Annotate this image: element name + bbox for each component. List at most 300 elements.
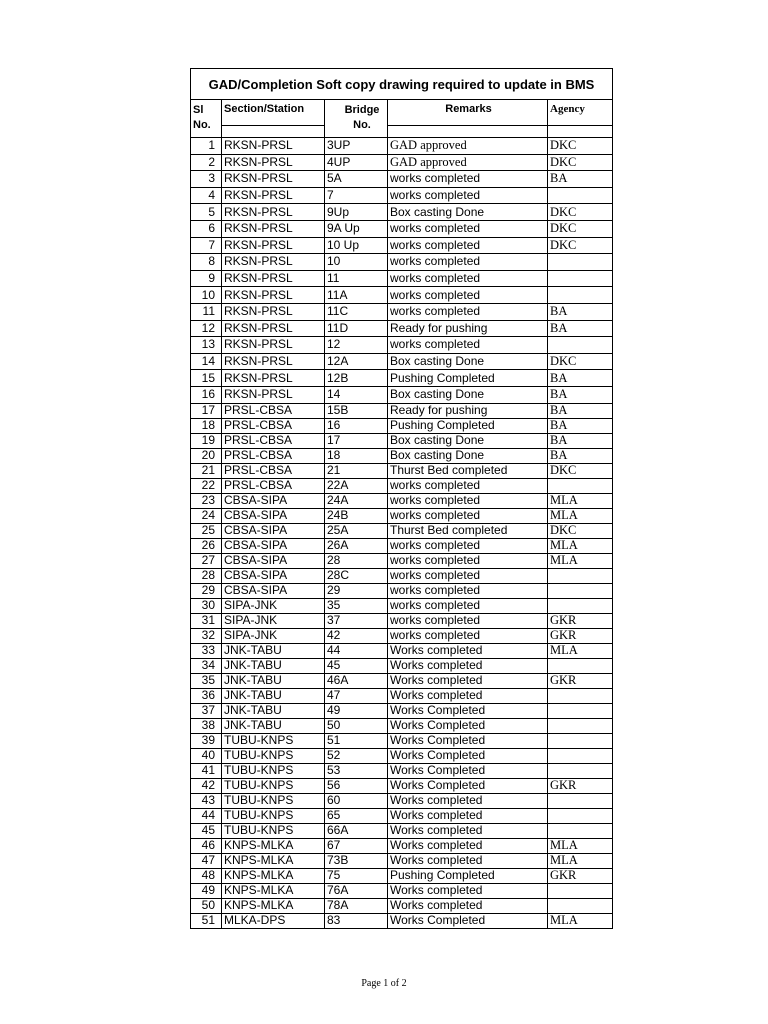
- row-bridge: 12A: [325, 353, 388, 370]
- row-agency: DKC: [548, 204, 613, 221]
- row-agency: GKR: [548, 613, 613, 628]
- table-row: [191, 733, 613, 748]
- row-remarks: works completed: [388, 598, 548, 613]
- row-section: CBSA-SIPA: [222, 523, 325, 538]
- row-bridge: 24B: [325, 508, 388, 523]
- row-section: RKSN-PRSL: [222, 187, 325, 204]
- row-agency: BA: [548, 403, 613, 418]
- row-bridge: 14: [325, 386, 388, 403]
- table-row: [191, 303, 613, 320]
- table-row: [191, 386, 613, 403]
- row-bridge: 75: [325, 868, 388, 883]
- table-row: [191, 778, 613, 793]
- row-section: RKSN-PRSL: [222, 386, 325, 403]
- row-remarks: Box casting Done: [388, 448, 548, 463]
- row-sl: 30: [191, 598, 222, 613]
- row-agency: MLA: [548, 538, 613, 553]
- row-section: CBSA-SIPA: [222, 583, 325, 598]
- row-agency: DKC: [548, 523, 613, 538]
- row-bridge: 9A Up: [325, 220, 388, 237]
- row-agency: [548, 658, 613, 673]
- row-sl: 41: [191, 763, 222, 778]
- row-section: TUBU-KNPS: [222, 823, 325, 838]
- row-agency: [548, 763, 613, 778]
- row-section: CBSA-SIPA: [222, 553, 325, 568]
- row-agency: [548, 583, 613, 598]
- row-sl: 50: [191, 898, 222, 913]
- table-row: [191, 508, 613, 523]
- row-remarks: Works completed: [388, 838, 548, 853]
- row-sl: 4: [191, 187, 222, 204]
- row-sl: 23: [191, 493, 222, 508]
- table-row: [191, 403, 613, 418]
- table-row: [191, 448, 613, 463]
- row-bridge: 16: [325, 418, 388, 433]
- row-sl: 28: [191, 568, 222, 583]
- row-bridge: 83: [325, 913, 388, 928]
- row-agency: MLA: [548, 508, 613, 523]
- table-row: [191, 353, 613, 370]
- table-row: [191, 433, 613, 448]
- table-row: [191, 838, 613, 853]
- row-bridge: 50: [325, 718, 388, 733]
- row-bridge: 35: [325, 598, 388, 613]
- row-remarks: works completed: [388, 493, 548, 508]
- row-agency: [548, 703, 613, 718]
- row-section: JNK-TABU: [222, 658, 325, 673]
- row-remarks: works completed: [388, 583, 548, 598]
- row-section: RKSN-PRSL: [222, 353, 325, 370]
- row-agency: BA: [548, 448, 613, 463]
- row-agency: DKC: [548, 220, 613, 237]
- row-section: PRSL-CBSA: [222, 448, 325, 463]
- row-sl: 8: [191, 254, 222, 271]
- row-bridge: 11C: [325, 303, 388, 320]
- header-remarks: Remarks: [388, 100, 548, 126]
- row-bridge: 3UP: [325, 138, 388, 155]
- row-agency: [548, 718, 613, 733]
- row-sl: 1: [191, 138, 222, 155]
- row-section: CBSA-SIPA: [222, 493, 325, 508]
- row-sl: 32: [191, 628, 222, 643]
- row-sl: 19: [191, 433, 222, 448]
- row-sl: 5: [191, 204, 222, 221]
- table-row: [191, 718, 613, 733]
- row-remarks: works completed: [388, 478, 548, 493]
- row-agency: GKR: [548, 778, 613, 793]
- row-agency: BA: [548, 303, 613, 320]
- table-row: [191, 853, 613, 868]
- row-sl: 31: [191, 613, 222, 628]
- row-bridge: 28: [325, 553, 388, 568]
- row-bridge: 25A: [325, 523, 388, 538]
- row-agency: [548, 598, 613, 613]
- row-remarks: Works completed: [388, 643, 548, 658]
- row-section: SIPA-JNK: [222, 613, 325, 628]
- row-sl: 21: [191, 463, 222, 478]
- table-row: [191, 523, 613, 538]
- table-row: [191, 154, 613, 171]
- row-bridge: 4UP: [325, 154, 388, 171]
- row-sl: 16: [191, 386, 222, 403]
- row-section: RKSN-PRSL: [222, 287, 325, 304]
- row-agency: MLA: [548, 643, 613, 658]
- row-section: PRSL-CBSA: [222, 403, 325, 418]
- row-sl: 46: [191, 838, 222, 853]
- row-remarks: works completed: [388, 337, 548, 354]
- row-remarks: works completed: [388, 613, 548, 628]
- row-sl: 33: [191, 643, 222, 658]
- table-row: [191, 287, 613, 304]
- row-remarks: Pushing Completed: [388, 418, 548, 433]
- row-remarks: Works completed: [388, 793, 548, 808]
- row-section: TUBU-KNPS: [222, 733, 325, 748]
- row-agency: BA: [548, 433, 613, 448]
- row-bridge: 45: [325, 658, 388, 673]
- row-sl: 51: [191, 913, 222, 928]
- row-agency: [548, 187, 613, 204]
- row-sl: 35: [191, 673, 222, 688]
- row-bridge: 10: [325, 254, 388, 271]
- row-bridge: 42: [325, 628, 388, 643]
- row-sl: 9: [191, 270, 222, 287]
- row-section: TUBU-KNPS: [222, 748, 325, 763]
- row-remarks: Pushing Completed: [388, 868, 548, 883]
- row-bridge: 52: [325, 748, 388, 763]
- table-row: [191, 237, 613, 254]
- table-row: [191, 793, 613, 808]
- row-agency: GKR: [548, 628, 613, 643]
- row-agency: MLA: [548, 913, 613, 928]
- row-bridge: 21: [325, 463, 388, 478]
- row-remarks: Ready for pushing: [388, 403, 548, 418]
- row-agency: GKR: [548, 673, 613, 688]
- row-sl: 18: [191, 418, 222, 433]
- row-sl: 22: [191, 478, 222, 493]
- row-section: PRSL-CBSA: [222, 463, 325, 478]
- row-section: RKSN-PRSL: [222, 337, 325, 354]
- row-sl: 24: [191, 508, 222, 523]
- table-title: GAD/Completion Soft copy drawing required to update in BMS: [191, 69, 613, 100]
- row-remarks: works completed: [388, 508, 548, 523]
- row-bridge: 78A: [325, 898, 388, 913]
- table-row: [191, 553, 613, 568]
- row-sl: 34: [191, 658, 222, 673]
- row-bridge: 11D: [325, 320, 388, 337]
- header-sl: Sl No.: [191, 100, 222, 138]
- row-bridge: 17: [325, 433, 388, 448]
- row-bridge: 73B: [325, 853, 388, 868]
- row-agency: DKC: [548, 138, 613, 155]
- header-spacer: [388, 126, 548, 138]
- row-remarks: works completed: [388, 553, 548, 568]
- table-row: [191, 320, 613, 337]
- row-sl: 13: [191, 337, 222, 354]
- row-sl: 2: [191, 154, 222, 171]
- row-bridge: 12B: [325, 370, 388, 387]
- row-sl: 44: [191, 808, 222, 823]
- row-remarks: Works completed: [388, 898, 548, 913]
- row-sl: 12: [191, 320, 222, 337]
- row-agency: [548, 568, 613, 583]
- row-sl: 45: [191, 823, 222, 838]
- table-row: [191, 823, 613, 838]
- row-sl: 48: [191, 868, 222, 883]
- table-row: [191, 808, 613, 823]
- row-bridge: 66A: [325, 823, 388, 838]
- row-remarks: works completed: [388, 270, 548, 287]
- row-section: SIPA-JNK: [222, 628, 325, 643]
- header-bridge: Bridge No.: [325, 100, 388, 138]
- row-agency: BA: [548, 418, 613, 433]
- row-bridge: 67: [325, 838, 388, 853]
- row-remarks: GAD approved: [388, 138, 548, 155]
- row-section: TUBU-KNPS: [222, 793, 325, 808]
- row-bridge: 37: [325, 613, 388, 628]
- row-remarks: works completed: [388, 220, 548, 237]
- header-section: Section/Station: [222, 100, 325, 126]
- row-section: PRSL-CBSA: [222, 433, 325, 448]
- row-agency: [548, 793, 613, 808]
- row-remarks: Works Completed: [388, 718, 548, 733]
- row-remarks: Works Completed: [388, 733, 548, 748]
- row-section: CBSA-SIPA: [222, 538, 325, 553]
- row-sl: 39: [191, 733, 222, 748]
- table-row: [191, 628, 613, 643]
- row-agency: [548, 883, 613, 898]
- row-sl: 14: [191, 353, 222, 370]
- row-agency: DKC: [548, 463, 613, 478]
- row-sl: 15: [191, 370, 222, 387]
- row-agency: MLA: [548, 838, 613, 853]
- table-row: [191, 254, 613, 271]
- row-remarks: GAD approved: [388, 154, 548, 171]
- row-agency: MLA: [548, 493, 613, 508]
- row-section: PRSL-CBSA: [222, 418, 325, 433]
- row-sl: 40: [191, 748, 222, 763]
- row-sl: 29: [191, 583, 222, 598]
- row-section: RKSN-PRSL: [222, 320, 325, 337]
- row-bridge: 60: [325, 793, 388, 808]
- row-sl: 43: [191, 793, 222, 808]
- row-agency: [548, 478, 613, 493]
- row-remarks: Ready for pushing: [388, 320, 548, 337]
- row-remarks: works completed: [388, 171, 548, 188]
- table-row: [191, 658, 613, 673]
- table-row: [191, 538, 613, 553]
- row-bridge: 7: [325, 187, 388, 204]
- row-section: JNK-TABU: [222, 703, 325, 718]
- row-section: CBSA-SIPA: [222, 568, 325, 583]
- row-agency: BA: [548, 386, 613, 403]
- row-agency: DKC: [548, 353, 613, 370]
- row-sl: 47: [191, 853, 222, 868]
- row-bridge: 76A: [325, 883, 388, 898]
- row-sl: 20: [191, 448, 222, 463]
- row-bridge: 53: [325, 763, 388, 778]
- row-bridge: 65: [325, 808, 388, 823]
- row-section: PRSL-CBSA: [222, 478, 325, 493]
- row-section: KNPS-MLKA: [222, 883, 325, 898]
- table-row: [191, 688, 613, 703]
- row-remarks: Box casting Done: [388, 433, 548, 448]
- table-row: [191, 493, 613, 508]
- row-agency: GKR: [548, 868, 613, 883]
- row-remarks: Works Completed: [388, 703, 548, 718]
- table-row: [191, 171, 613, 188]
- row-section: TUBU-KNPS: [222, 763, 325, 778]
- row-remarks: Thurst Bed completed: [388, 523, 548, 538]
- row-sl: 26: [191, 538, 222, 553]
- row-agency: [548, 733, 613, 748]
- row-sl: 49: [191, 883, 222, 898]
- table-row: [191, 418, 613, 433]
- row-section: RKSN-PRSL: [222, 303, 325, 320]
- row-sl: 42: [191, 778, 222, 793]
- row-agency: [548, 823, 613, 838]
- row-bridge: 47: [325, 688, 388, 703]
- row-section: RKSN-PRSL: [222, 204, 325, 221]
- row-agency: [548, 808, 613, 823]
- row-remarks: Box casting Done: [388, 353, 548, 370]
- table-row: [191, 478, 613, 493]
- table-row: [191, 883, 613, 898]
- row-bridge: 26A: [325, 538, 388, 553]
- row-section: RKSN-PRSL: [222, 220, 325, 237]
- row-sl: 36: [191, 688, 222, 703]
- row-section: JNK-TABU: [222, 673, 325, 688]
- row-remarks: Works Completed: [388, 748, 548, 763]
- row-remarks: works completed: [388, 568, 548, 583]
- row-section: KNPS-MLKA: [222, 853, 325, 868]
- row-remarks: Works Completed: [388, 778, 548, 793]
- row-section: RKSN-PRSL: [222, 237, 325, 254]
- table-row: [191, 337, 613, 354]
- row-section: JNK-TABU: [222, 688, 325, 703]
- row-agency: DKC: [548, 237, 613, 254]
- row-section: KNPS-MLKA: [222, 868, 325, 883]
- row-remarks: Works completed: [388, 823, 548, 838]
- row-section: RKSN-PRSL: [222, 270, 325, 287]
- row-agency: DKC: [548, 154, 613, 171]
- table-row: [191, 138, 613, 155]
- row-remarks: works completed: [388, 187, 548, 204]
- table-row: [191, 913, 613, 928]
- table-row: [191, 898, 613, 913]
- row-remarks: Works completed: [388, 853, 548, 868]
- row-bridge: 56: [325, 778, 388, 793]
- row-section: KNPS-MLKA: [222, 898, 325, 913]
- row-bridge: 11: [325, 270, 388, 287]
- row-remarks: works completed: [388, 628, 548, 643]
- row-remarks: Works Completed: [388, 763, 548, 778]
- row-section: RKSN-PRSL: [222, 370, 325, 387]
- row-agency: MLA: [548, 853, 613, 868]
- row-remarks: works completed: [388, 254, 548, 271]
- row-bridge: 44: [325, 643, 388, 658]
- row-remarks: Works completed: [388, 658, 548, 673]
- header-spacer: [548, 126, 613, 138]
- row-sl: 38: [191, 718, 222, 733]
- row-remarks: Works completed: [388, 673, 548, 688]
- row-remarks: works completed: [388, 287, 548, 304]
- table-row: [191, 204, 613, 221]
- row-remarks: Thurst Bed completed: [388, 463, 548, 478]
- page-footer: Page 1 of 2: [361, 978, 407, 989]
- row-agency: [548, 898, 613, 913]
- row-section: MLKA-DPS: [222, 913, 325, 928]
- row-remarks: Works completed: [388, 883, 548, 898]
- row-agency: [548, 748, 613, 763]
- row-remarks: Works Completed: [388, 913, 548, 928]
- row-sl: 11: [191, 303, 222, 320]
- row-bridge: 12: [325, 337, 388, 354]
- row-section: JNK-TABU: [222, 643, 325, 658]
- row-remarks: Works completed: [388, 808, 548, 823]
- table-row: [191, 748, 613, 763]
- row-remarks: Works completed: [388, 688, 548, 703]
- bridge-table: [190, 68, 613, 929]
- row-section: KNPS-MLKA: [222, 838, 325, 853]
- row-sl: 27: [191, 553, 222, 568]
- row-section: RKSN-PRSL: [222, 171, 325, 188]
- row-sl: 37: [191, 703, 222, 718]
- row-sl: 25: [191, 523, 222, 538]
- table-row: [191, 568, 613, 583]
- table-row: [191, 583, 613, 598]
- table-row: [191, 463, 613, 478]
- row-agency: MLA: [548, 553, 613, 568]
- row-section: RKSN-PRSL: [222, 138, 325, 155]
- row-bridge: 10 Up: [325, 237, 388, 254]
- row-agency: [548, 254, 613, 271]
- row-agency: [548, 688, 613, 703]
- row-remarks: Box casting Done: [388, 386, 548, 403]
- row-section: TUBU-KNPS: [222, 808, 325, 823]
- row-remarks: works completed: [388, 303, 548, 320]
- row-agency: BA: [548, 320, 613, 337]
- table-row: [191, 187, 613, 204]
- row-section: JNK-TABU: [222, 718, 325, 733]
- row-agency: [548, 270, 613, 287]
- row-agency: BA: [548, 370, 613, 387]
- table-row: [191, 643, 613, 658]
- row-bridge: 24A: [325, 493, 388, 508]
- row-bridge: 5A: [325, 171, 388, 188]
- table-row: [191, 703, 613, 718]
- row-remarks: Pushing Completed: [388, 370, 548, 387]
- row-section: RKSN-PRSL: [222, 154, 325, 171]
- table-row: [191, 270, 613, 287]
- row-sl: 3: [191, 171, 222, 188]
- table-row: [191, 370, 613, 387]
- row-bridge: 28C: [325, 568, 388, 583]
- row-remarks: works completed: [388, 237, 548, 254]
- table-row: [191, 598, 613, 613]
- row-bridge: 18: [325, 448, 388, 463]
- row-remarks: works completed: [388, 538, 548, 553]
- row-bridge: 29: [325, 583, 388, 598]
- row-sl: 7: [191, 237, 222, 254]
- row-agency: [548, 287, 613, 304]
- row-section: TUBU-KNPS: [222, 778, 325, 793]
- row-bridge: 51: [325, 733, 388, 748]
- row-section: RKSN-PRSL: [222, 254, 325, 271]
- row-remarks: Box casting Done: [388, 204, 548, 221]
- row-section: CBSA-SIPA: [222, 508, 325, 523]
- table-row: [191, 220, 613, 237]
- header-agency: Agency: [548, 100, 613, 126]
